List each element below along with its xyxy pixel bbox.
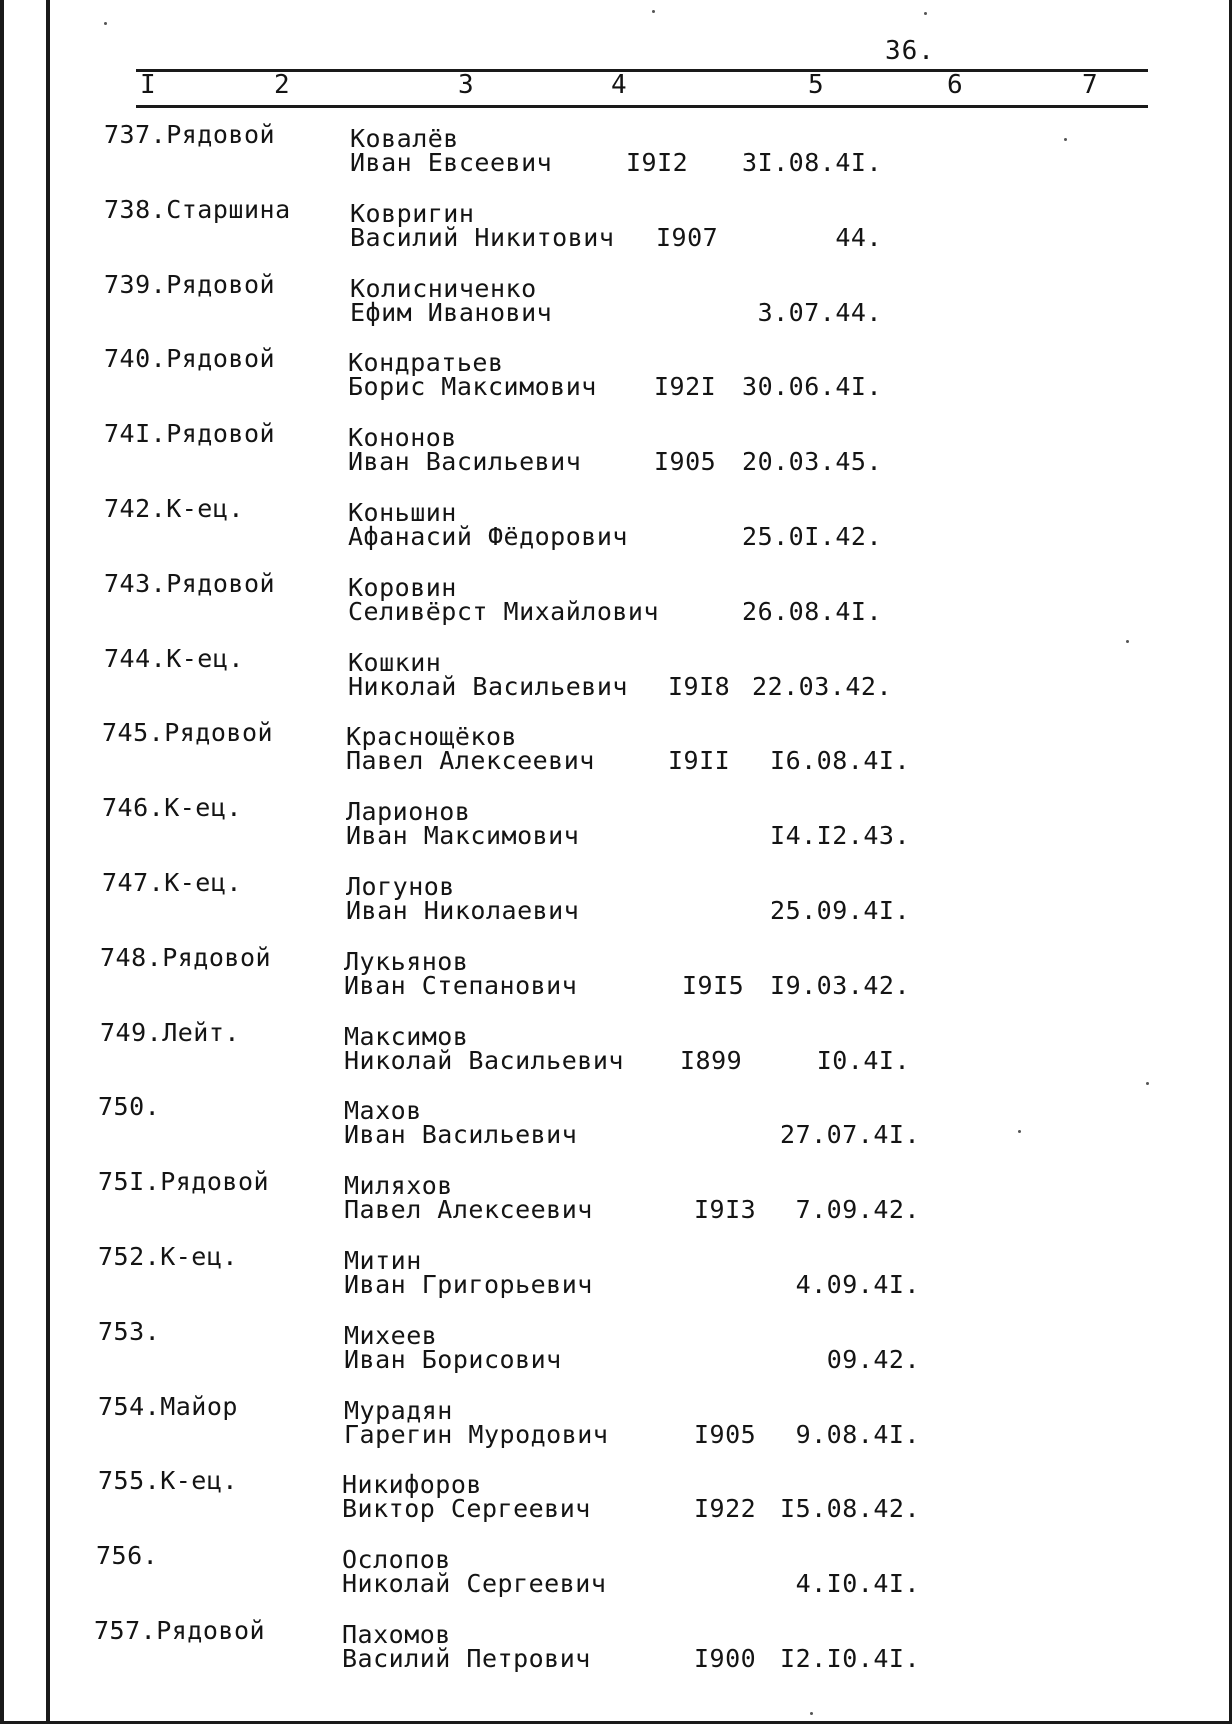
entry-given-names: Иван Максимович: [346, 821, 580, 850]
entry-date: 4.09.4I.: [795, 1270, 920, 1299]
entry-surname: Ослопов: [342, 1545, 451, 1574]
entry-date: 4.I0.4I.: [795, 1569, 920, 1598]
entry-number-rank: 739.Рядовой: [104, 270, 276, 299]
entry-date: 30.06.4I.: [742, 372, 882, 401]
column-number-3: 3: [458, 70, 474, 100]
list-item: [0, 120, 1232, 194]
column-number-1: I: [140, 70, 156, 100]
entry-given-names: Афанасий Фёдорович: [348, 522, 628, 551]
list-item: [0, 1242, 1232, 1316]
entry-number-rank: 740.Рядовой: [104, 344, 276, 373]
list-item: [0, 195, 1232, 269]
column-number-5: 5: [808, 70, 824, 100]
entry-given-names: Борис Максимович: [348, 372, 597, 401]
entry-surname: Митин: [344, 1246, 422, 1275]
entry-birth-year: I905: [654, 447, 717, 476]
entry-number-rank: 756.: [96, 1541, 159, 1570]
list-item: [0, 494, 1232, 568]
entry-number-rank: 74I.Рядовой: [104, 419, 276, 448]
entry-given-names: Селивёрст Михайлович: [348, 597, 660, 626]
entry-number-rank: 746.К-ец.: [102, 793, 242, 822]
entry-date: 09.42.: [826, 1345, 920, 1374]
list-item: [0, 793, 1232, 867]
entry-date: I6.08.4I.: [770, 746, 910, 775]
entry-surname: Ларионов: [346, 797, 471, 826]
entry-number-rank: 743.Рядовой: [104, 569, 276, 598]
entry-surname: Коньшин: [348, 498, 457, 527]
entry-number-rank: 749.Лейт.: [100, 1018, 240, 1047]
entry-date: 7.09.42.: [795, 1195, 920, 1224]
entry-given-names: Василий Петрович: [342, 1644, 591, 1673]
entry-surname: Михеев: [344, 1321, 438, 1350]
entry-surname: Логунов: [346, 872, 455, 901]
entry-date: I4.I2.43.: [770, 821, 910, 850]
entry-date: 25.09.4I.: [770, 896, 910, 925]
entry-birth-year: I92I: [654, 372, 717, 401]
entry-birth-year: I905: [694, 1420, 757, 1449]
list-item: [0, 1092, 1232, 1166]
entry-birth-year: I9I2: [626, 148, 689, 177]
entry-surname: Пахомов: [342, 1620, 451, 1649]
entry-surname: Коровин: [348, 573, 457, 602]
entry-date: 26.08.4I.: [742, 597, 882, 626]
entry-number-rank: 742.К-ец.: [104, 494, 244, 523]
entry-surname: Максимов: [344, 1022, 469, 1051]
entry-date: I5.08.42.: [780, 1494, 920, 1523]
entry-given-names: Иван Васильевич: [348, 447, 582, 476]
entry-surname: Миляхов: [344, 1171, 453, 1200]
entry-given-names: Николай Васильевич: [344, 1046, 624, 1075]
entry-given-names: Иван Степанович: [344, 971, 578, 1000]
list-item: [0, 1018, 1232, 1092]
entry-surname: Никифоров: [342, 1470, 482, 1499]
entry-birth-year: I9II: [668, 746, 731, 775]
entry-given-names: Иван Николаевич: [346, 896, 580, 925]
list-item: [0, 1167, 1232, 1241]
entry-surname: Ковалёв: [350, 124, 459, 153]
list-item: [0, 419, 1232, 493]
entry-number-rank: 750.: [98, 1092, 161, 1121]
entry-birth-year: I907: [656, 223, 719, 252]
entry-number-rank: 748.Рядовой: [100, 943, 272, 972]
entry-surname: Колисниченко: [350, 274, 537, 303]
list-item: [0, 1392, 1232, 1466]
entry-date: 3I.08.4I.: [742, 148, 882, 177]
entry-given-names: Иван Васильевич: [344, 1120, 578, 1149]
header-rule-bottom: [136, 105, 1148, 108]
entry-birth-year: I9I8: [668, 672, 731, 701]
entry-given-names: Николай Сергеевич: [342, 1569, 607, 1598]
entry-number-rank: 755.К-ец.: [98, 1466, 238, 1495]
entry-surname: Кондратьев: [348, 348, 504, 377]
entry-given-names: Павел Алексеевич: [346, 746, 595, 775]
entry-surname: Мурадян: [344, 1396, 453, 1425]
column-number-4: 4: [611, 70, 627, 100]
entry-given-names: Николай Васильевич: [348, 672, 628, 701]
entry-surname: Ковригин: [350, 199, 475, 228]
entry-given-names: Гарегин Муродович: [344, 1420, 609, 1449]
list-item: [0, 1616, 1232, 1690]
list-item: [0, 868, 1232, 942]
list-item: [0, 270, 1232, 344]
entry-birth-year: I900: [694, 1644, 757, 1673]
entry-number-rank: 757.Рядовой: [94, 1616, 266, 1645]
entry-birth-year: I9I3: [694, 1195, 757, 1224]
column-number-2: 2: [274, 70, 290, 100]
list-item: [0, 1317, 1232, 1391]
list-item: [0, 344, 1232, 418]
entry-surname: Лукьянов: [344, 947, 469, 976]
entry-date: 25.0I.42.: [742, 522, 882, 551]
entry-surname: Кошкин: [348, 648, 442, 677]
entry-number-rank: 753.: [98, 1317, 161, 1346]
entry-birth-year: I9I5: [682, 971, 745, 1000]
entry-number-rank: 75I.Рядовой: [98, 1167, 270, 1196]
column-number-7: 7: [1082, 70, 1098, 100]
entry-surname: Махов: [344, 1096, 422, 1125]
entry-number-rank: 744.К-ец.: [104, 644, 244, 673]
list-item: [0, 569, 1232, 643]
entry-given-names: Павел Алексеевич: [344, 1195, 593, 1224]
entry-date: 44.: [835, 223, 882, 252]
entry-birth-year: I899: [680, 1046, 743, 1075]
page-number: 36.: [885, 36, 935, 66]
entry-given-names: Иван Григорьевич: [344, 1270, 593, 1299]
column-number-6: 6: [947, 70, 963, 100]
list-item: [0, 644, 1232, 718]
entry-given-names: Иван Евсеевич: [350, 148, 553, 177]
entry-number-rank: 752.К-ец.: [98, 1242, 238, 1271]
entry-birth-year: I922: [694, 1494, 757, 1523]
entry-date: 9.08.4I.: [795, 1420, 920, 1449]
entry-given-names: Василий Никитович: [350, 223, 615, 252]
entry-date: 22.03.42.: [752, 672, 892, 701]
list-item: [0, 943, 1232, 1017]
entry-given-names: Виктор Сергеевич: [342, 1494, 591, 1523]
list-item: [0, 718, 1232, 792]
entry-given-names: Ефим Иванович: [350, 298, 553, 327]
entry-number-rank: 745.Рядовой: [102, 718, 274, 747]
entry-number-rank: 738.Старшина: [104, 195, 291, 224]
entry-date: 20.03.45.: [742, 447, 882, 476]
entry-date: I9.03.42.: [770, 971, 910, 1000]
entry-number-rank: 737.Рядовой: [104, 120, 276, 149]
list-item: [0, 1541, 1232, 1615]
entry-date: I2.I0.4I.: [780, 1644, 920, 1673]
list-item: [0, 1466, 1232, 1540]
entry-date: 27.07.4I.: [780, 1120, 920, 1149]
entry-surname: Кононов: [348, 423, 457, 452]
entry-number-rank: 754.Майор: [98, 1392, 238, 1421]
entry-number-rank: 747.К-ец.: [102, 868, 242, 897]
entry-date: 3.07.44.: [757, 298, 882, 327]
entry-date: I0.4I.: [816, 1046, 910, 1075]
entry-surname: Краснощёков: [346, 722, 518, 751]
entry-given-names: Иван Борисович: [344, 1345, 562, 1374]
